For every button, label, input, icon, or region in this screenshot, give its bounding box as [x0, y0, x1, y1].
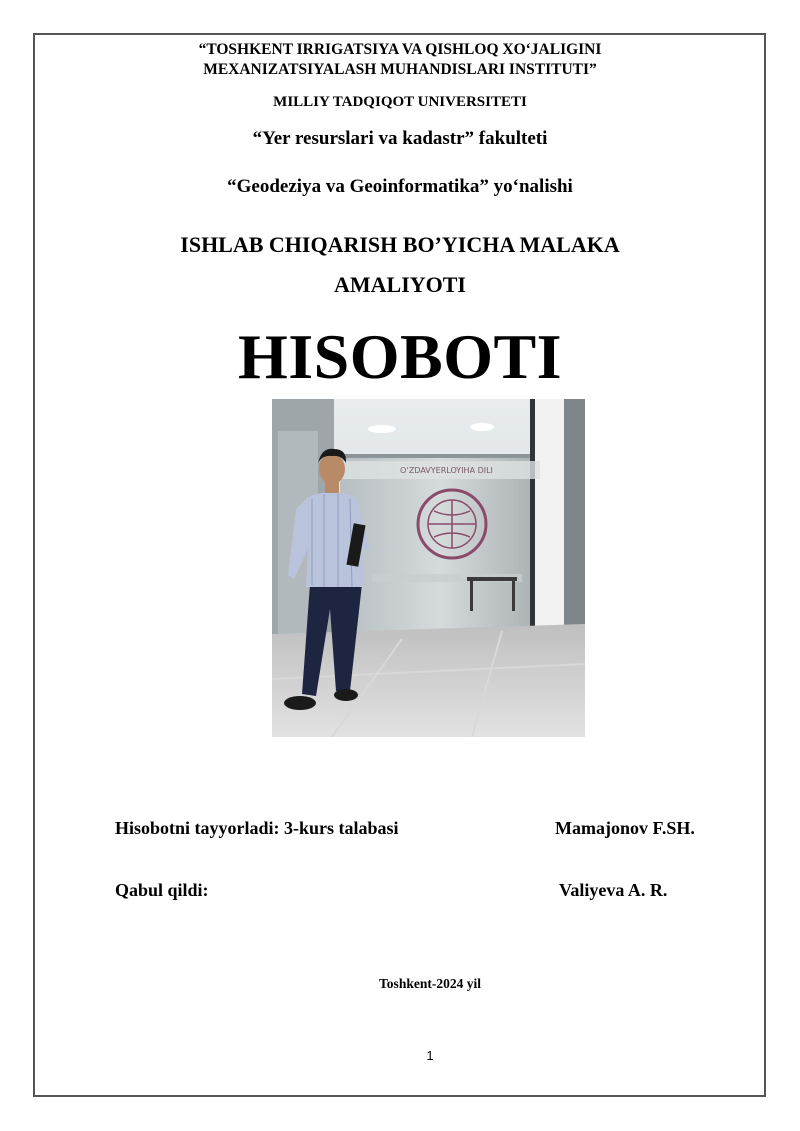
- emblem-logo: [418, 490, 486, 558]
- accepted-by-name: Valiyeva A. R.: [559, 880, 668, 900]
- direction-name: “Geodeziya va Geoinformatika” yo‘nalishi: [227, 176, 573, 197]
- prepared-by-name: Mamajonov F.SH.: [555, 818, 695, 838]
- practice-title-line-2: AMALIYOTI: [333, 272, 466, 297]
- university-name: MILLIY TADQIQOT UNIVERSITETI: [273, 94, 527, 110]
- institute-name: [0, 40, 800, 80]
- city-year: Toshkent-2024 yil: [379, 976, 481, 991]
- page-number: 1: [426, 1048, 434, 1063]
- report-title: HISOBOTI: [237, 321, 563, 392]
- prepared-by-label: Hisobotni tayyorladi: 3-kurs talabasi: [115, 818, 399, 838]
- sign-text: O‘ZDAVYERLOYIHA DILI: [400, 466, 493, 475]
- institute-line-1: “TOSHKENT IRRIGATSIYA VA QISHLOQ XO‘JALIGINI: [198, 41, 602, 58]
- student-photo: [272, 399, 585, 737]
- practice-title-line-1: ISHLAB CHIQARISH BO’YICHA MALAKA: [180, 232, 620, 257]
- accepted-by-label: Qabul qildi:: [115, 880, 209, 900]
- practice-title: [0, 225, 800, 305]
- faculty-name: “Yer resurslari va kadastr” fakulteti: [252, 128, 548, 149]
- institute-line-2: MEXANIZATSIYALASH MUHANDISLARI INSTITUTI”: [203, 61, 597, 78]
